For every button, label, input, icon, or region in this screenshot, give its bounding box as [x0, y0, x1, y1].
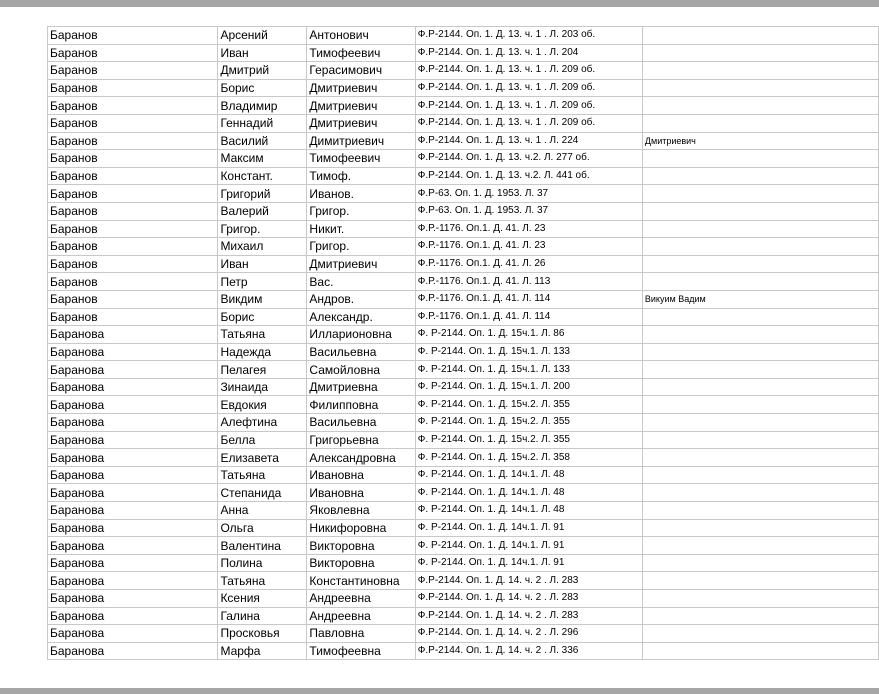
- patronymic-cell: Филипповна: [307, 396, 415, 414]
- note-cell: Дмитриевич: [642, 132, 878, 150]
- patronymic-cell: Александр.: [307, 308, 415, 326]
- first-name-cell: Борис: [218, 79, 307, 97]
- first-name-cell: Валентина: [218, 537, 307, 555]
- first-name-cell: Анна: [218, 502, 307, 520]
- first-name-cell: Марфа: [218, 642, 307, 660]
- note-cell: [642, 185, 878, 203]
- first-name-cell: Галина: [218, 607, 307, 625]
- first-name-cell: Валерий: [218, 202, 307, 220]
- archive-reference-cell: Ф.Р-2144. Оп. 1. Д. 14. ч. 2 . Л. 283: [415, 590, 642, 608]
- archive-reference-cell: Ф. Р-2144. Оп. 1. Д. 14ч.1. Л. 91: [415, 554, 642, 572]
- table-row: [48, 290, 879, 308]
- patronymic-cell: Васильевна: [307, 343, 415, 361]
- archive-reference-cell: Ф. Р-2144. Оп. 1. Д. 15ч.2. Л. 355: [415, 396, 642, 414]
- first-name-cell: Григорий: [218, 185, 307, 203]
- table-row: [48, 378, 879, 396]
- note-cell: [642, 114, 878, 132]
- surname-cell: Баранов: [48, 79, 218, 97]
- table-row: [48, 343, 879, 361]
- note-cell: [642, 625, 878, 643]
- first-name-cell: Василий: [218, 132, 307, 150]
- table-row: [48, 167, 879, 185]
- patronymic-cell: Григор.: [307, 238, 415, 256]
- archive-reference-cell: Ф.Р-2144. Оп. 1. Д. 13. ч. 1 . Л. 209 об.: [415, 62, 642, 80]
- table-row: [48, 220, 879, 238]
- first-name-cell: Зинаида: [218, 378, 307, 396]
- note-cell: [642, 167, 878, 185]
- patronymic-cell: Дмитриевна: [307, 378, 415, 396]
- note-cell: [642, 572, 878, 590]
- note-cell: [642, 537, 878, 555]
- patronymic-cell: Андреевна: [307, 590, 415, 608]
- surname-cell: Баранов: [48, 97, 218, 115]
- archive-reference-cell: Ф. Р-2144. Оп. 1. Д. 15ч.2. Л. 355: [415, 431, 642, 449]
- surname-cell: Баранова: [48, 466, 218, 484]
- note-cell: [642, 150, 878, 168]
- patronymic-cell: Викторовна: [307, 537, 415, 555]
- surname-cell: Баранова: [48, 554, 218, 572]
- note-cell: [642, 484, 878, 502]
- note-cell: [642, 27, 878, 45]
- archive-reference-cell: Ф.Р-63. Оп. 1. Д. 1953. Л. 37: [415, 202, 642, 220]
- note-cell: [642, 343, 878, 361]
- archive-reference-cell: Ф.Р.-1176. Оп.1. Д. 41. Л. 114: [415, 308, 642, 326]
- table-row: [48, 414, 879, 432]
- surname-cell: Баранова: [48, 537, 218, 555]
- archive-reference-cell: Ф.Р-2144. Оп. 1. Д. 14. ч. 2 . Л. 283: [415, 572, 642, 590]
- archive-reference-cell: Ф. Р-2144. Оп. 1. Д. 15ч.1. Л. 86: [415, 326, 642, 344]
- top-border-bar: [0, 0, 879, 7]
- first-name-cell: Ксения: [218, 590, 307, 608]
- patronymic-cell: Дмитриевич: [307, 97, 415, 115]
- archive-reference-cell: Ф.Р.-1176. Оп.1. Д. 41. Л. 114: [415, 290, 642, 308]
- note-cell: [642, 642, 878, 660]
- note-cell: [642, 326, 878, 344]
- first-name-cell: Надежда: [218, 343, 307, 361]
- surname-cell: Баранова: [48, 449, 218, 467]
- patronymic-cell: Вас.: [307, 273, 415, 291]
- surname-cell: Баранова: [48, 431, 218, 449]
- table-row: [48, 537, 879, 555]
- patronymic-cell: Григор.: [307, 202, 415, 220]
- patronymic-cell: Антонович: [307, 27, 415, 45]
- patronymic-cell: Тимофеевич: [307, 150, 415, 168]
- first-name-cell: Михаил: [218, 238, 307, 256]
- first-name-cell: Максим: [218, 150, 307, 168]
- archive-reference-cell: Ф. Р-2144. Оп. 1. Д. 14ч.1. Л. 48: [415, 466, 642, 484]
- first-name-cell: Пелагея: [218, 361, 307, 379]
- archive-reference-cell: Ф.Р-2144. Оп. 1. Д. 13. ч. 1 . Л. 224: [415, 132, 642, 150]
- first-name-cell: Татьяна: [218, 326, 307, 344]
- surname-cell: Баранова: [48, 396, 218, 414]
- surname-cell: Баранов: [48, 167, 218, 185]
- table-body: [48, 27, 879, 660]
- surname-cell: Баранов: [48, 44, 218, 62]
- surname-cell: Баранова: [48, 572, 218, 590]
- surname-cell: Баранов: [48, 27, 218, 45]
- patronymic-cell: Ивановна: [307, 466, 415, 484]
- note-cell: [642, 238, 878, 256]
- note-cell: [642, 466, 878, 484]
- patronymic-cell: Герасимович: [307, 62, 415, 80]
- patronymic-cell: Тимофеевна: [307, 642, 415, 660]
- table-row: [48, 132, 879, 150]
- patronymic-cell: Илларионовна: [307, 326, 415, 344]
- patronymic-cell: Димитриевич: [307, 132, 415, 150]
- patronymic-cell: Андреевна: [307, 607, 415, 625]
- archive-reference-cell: Ф.Р-2144. Оп. 1. Д. 13. ч. 1 . Л. 204: [415, 44, 642, 62]
- archive-reference-cell: Ф.Р-63. Оп. 1. Д. 1953. Л. 37: [415, 185, 642, 203]
- patronymic-cell: Константиновна: [307, 572, 415, 590]
- note-cell: [642, 396, 878, 414]
- archive-reference-cell: Ф.Р.-1176. Оп.1. Д. 41. Л. 23: [415, 220, 642, 238]
- bottom-border-bar: [0, 688, 879, 694]
- archive-reference-cell: Ф. Р-2144. Оп. 1. Д. 15ч.1. Л. 133: [415, 361, 642, 379]
- note-cell: [642, 449, 878, 467]
- note-cell: [642, 607, 878, 625]
- first-name-cell: Констант.: [218, 167, 307, 185]
- archive-reference-cell: Ф.Р-2144. Оп. 1. Д. 13. ч. 1 . Л. 209 об.: [415, 97, 642, 115]
- table-row: [48, 572, 879, 590]
- archive-reference-cell: Ф.Р-2144. Оп. 1. Д. 13. ч. 1 . Л. 209 об.: [415, 79, 642, 97]
- patronymic-cell: Викторовна: [307, 554, 415, 572]
- note-cell: [642, 62, 878, 80]
- table-row: [48, 326, 879, 344]
- note-cell: [642, 414, 878, 432]
- patronymic-cell: Дмитриевич: [307, 114, 415, 132]
- surname-cell: Баранова: [48, 361, 218, 379]
- archive-reference-cell: Ф.Р-2144. Оп. 1. Д. 13. ч.2. Л. 441 об.: [415, 167, 642, 185]
- note-cell: [642, 202, 878, 220]
- archive-reference-cell: Ф.Р-2144. Оп. 1. Д. 13. ч. 1 . Л. 209 об.: [415, 114, 642, 132]
- archive-reference-cell: Ф. Р-2144. Оп. 1. Д. 14ч.1. Л. 91: [415, 519, 642, 537]
- first-name-cell: Борис: [218, 308, 307, 326]
- first-name-cell: Татьяна: [218, 572, 307, 590]
- note-cell: [642, 97, 878, 115]
- patronymic-cell: Яковлевна: [307, 502, 415, 520]
- table-row: [48, 150, 879, 168]
- archive-reference-cell: Ф. Р-2144. Оп. 1. Д. 15ч.1. Л. 200: [415, 378, 642, 396]
- first-name-cell: Иван: [218, 44, 307, 62]
- surname-cell: Баранова: [48, 502, 218, 520]
- first-name-cell: Петр: [218, 273, 307, 291]
- surname-cell: Баранов: [48, 132, 218, 150]
- table-row: [48, 607, 879, 625]
- first-name-cell: Геннадий: [218, 114, 307, 132]
- patronymic-cell: Васильевна: [307, 414, 415, 432]
- patronymic-cell: Тимоф.: [307, 167, 415, 185]
- patronymic-cell: Александровна: [307, 449, 415, 467]
- note-cell: [642, 79, 878, 97]
- archive-reference-cell: Ф. Р-2144. Оп. 1. Д. 15ч.2. Л. 358: [415, 449, 642, 467]
- archive-reference-cell: Ф. Р-2144. Оп. 1. Д. 15ч.2. Л. 355: [415, 414, 642, 432]
- surname-cell: Баранова: [48, 326, 218, 344]
- table-row: [48, 554, 879, 572]
- first-name-cell: Татьяна: [218, 466, 307, 484]
- first-name-cell: Владимир: [218, 97, 307, 115]
- note-cell: [642, 590, 878, 608]
- first-name-cell: Белла: [218, 431, 307, 449]
- surname-cell: Баранов: [48, 150, 218, 168]
- archive-reference-cell: Ф.Р-2144. Оп. 1. Д. 13. ч. 1 . Л. 203 об.: [415, 27, 642, 45]
- table-row: [48, 114, 879, 132]
- surname-cell: Баранов: [48, 255, 218, 273]
- surname-cell: Баранов: [48, 308, 218, 326]
- surname-cell: Баранова: [48, 607, 218, 625]
- table-row: [48, 273, 879, 291]
- archive-reference-cell: Ф. Р-2144. Оп. 1. Д. 14ч.1. Л. 48: [415, 502, 642, 520]
- surname-cell: Баранов: [48, 290, 218, 308]
- archive-records-table: [47, 26, 879, 660]
- first-name-cell: Иван: [218, 255, 307, 273]
- table-row: [48, 238, 879, 256]
- table-row: [48, 590, 879, 608]
- archive-reference-cell: Ф.Р.-1176. Оп.1. Д. 41. Л. 26: [415, 255, 642, 273]
- note-cell: [642, 361, 878, 379]
- patronymic-cell: Самойловна: [307, 361, 415, 379]
- table-row: [48, 62, 879, 80]
- note-cell: [642, 431, 878, 449]
- patronymic-cell: Никит.: [307, 220, 415, 238]
- patronymic-cell: Дмитриевич: [307, 255, 415, 273]
- surname-cell: Баранов: [48, 114, 218, 132]
- surname-cell: Баранова: [48, 590, 218, 608]
- surname-cell: Баранова: [48, 378, 218, 396]
- table-row: [48, 255, 879, 273]
- surname-cell: Баранов: [48, 273, 218, 291]
- archive-reference-cell: Ф.Р-2144. Оп. 1. Д. 14. ч. 2 . Л. 283: [415, 607, 642, 625]
- surname-cell: Баранов: [48, 220, 218, 238]
- surname-cell: Баранова: [48, 625, 218, 643]
- first-name-cell: Алефтина: [218, 414, 307, 432]
- table-row: [48, 27, 879, 45]
- archive-reference-cell: Ф. Р-2144. Оп. 1. Д. 14ч.1. Л. 91: [415, 537, 642, 555]
- surname-cell: Баранова: [48, 642, 218, 660]
- archive-reference-cell: Ф.Р.-1176. Оп.1. Д. 41. Л. 23: [415, 238, 642, 256]
- note-cell: [642, 554, 878, 572]
- table-row: [48, 79, 879, 97]
- note-cell: [642, 519, 878, 537]
- table-row: [48, 308, 879, 326]
- table-row: [48, 396, 879, 414]
- patronymic-cell: Андров.: [307, 290, 415, 308]
- patronymic-cell: Павловна: [307, 625, 415, 643]
- archive-reference-cell: Ф.Р-2144. Оп. 1. Д. 13. ч.2. Л. 277 об.: [415, 150, 642, 168]
- table-row: [48, 519, 879, 537]
- patronymic-cell: Иванов.: [307, 185, 415, 203]
- surname-cell: Баранова: [48, 484, 218, 502]
- first-name-cell: Арсений: [218, 27, 307, 45]
- patronymic-cell: Никифоровна: [307, 519, 415, 537]
- note-cell: [642, 308, 878, 326]
- archive-reference-cell: Ф. Р-2144. Оп. 1. Д. 15ч.1. Л. 133: [415, 343, 642, 361]
- table-row: [48, 185, 879, 203]
- table-row: [48, 502, 879, 520]
- patronymic-cell: Тимофеевич: [307, 44, 415, 62]
- note-cell: [642, 255, 878, 273]
- first-name-cell: Степанида: [218, 484, 307, 502]
- surname-cell: Баранова: [48, 414, 218, 432]
- table-row: [48, 625, 879, 643]
- surname-cell: Баранова: [48, 519, 218, 537]
- table-row: [48, 466, 879, 484]
- archive-reference-cell: Ф.Р.-1176. Оп.1. Д. 41. Л. 113: [415, 273, 642, 291]
- archive-reference-cell: Ф.Р-2144. Оп. 1. Д. 14. ч. 2 . Л. 296: [415, 625, 642, 643]
- patronymic-cell: Дмитриевич: [307, 79, 415, 97]
- note-cell: [642, 273, 878, 291]
- table-row: [48, 97, 879, 115]
- table-row: [48, 431, 879, 449]
- first-name-cell: Викдим: [218, 290, 307, 308]
- patronymic-cell: Григорьевна: [307, 431, 415, 449]
- table-row: [48, 202, 879, 220]
- surname-cell: Баранов: [48, 185, 218, 203]
- first-name-cell: Евдокия: [218, 396, 307, 414]
- note-cell: Викуим Вадим: [642, 290, 878, 308]
- table-row: [48, 449, 879, 467]
- table-row: [48, 642, 879, 660]
- first-name-cell: Ольга: [218, 519, 307, 537]
- note-cell: [642, 44, 878, 62]
- archive-reference-cell: Ф.Р-2144. Оп. 1. Д. 14. ч. 2 . Л. 336: [415, 642, 642, 660]
- table-row: [48, 484, 879, 502]
- note-cell: [642, 378, 878, 396]
- note-cell: [642, 220, 878, 238]
- archive-reference-cell: Ф. Р-2144. Оп. 1. Д. 14ч.1. Л. 48: [415, 484, 642, 502]
- first-name-cell: Григор.: [218, 220, 307, 238]
- table-row: [48, 361, 879, 379]
- surname-cell: Баранов: [48, 238, 218, 256]
- surname-cell: Баранов: [48, 62, 218, 80]
- surname-cell: Баранов: [48, 202, 218, 220]
- first-name-cell: Просковья: [218, 625, 307, 643]
- note-cell: [642, 502, 878, 520]
- first-name-cell: Дмитрий: [218, 62, 307, 80]
- patronymic-cell: Ивановна: [307, 484, 415, 502]
- first-name-cell: Полина: [218, 554, 307, 572]
- table-row: [48, 44, 879, 62]
- surname-cell: Баранова: [48, 343, 218, 361]
- first-name-cell: Елизавета: [218, 449, 307, 467]
